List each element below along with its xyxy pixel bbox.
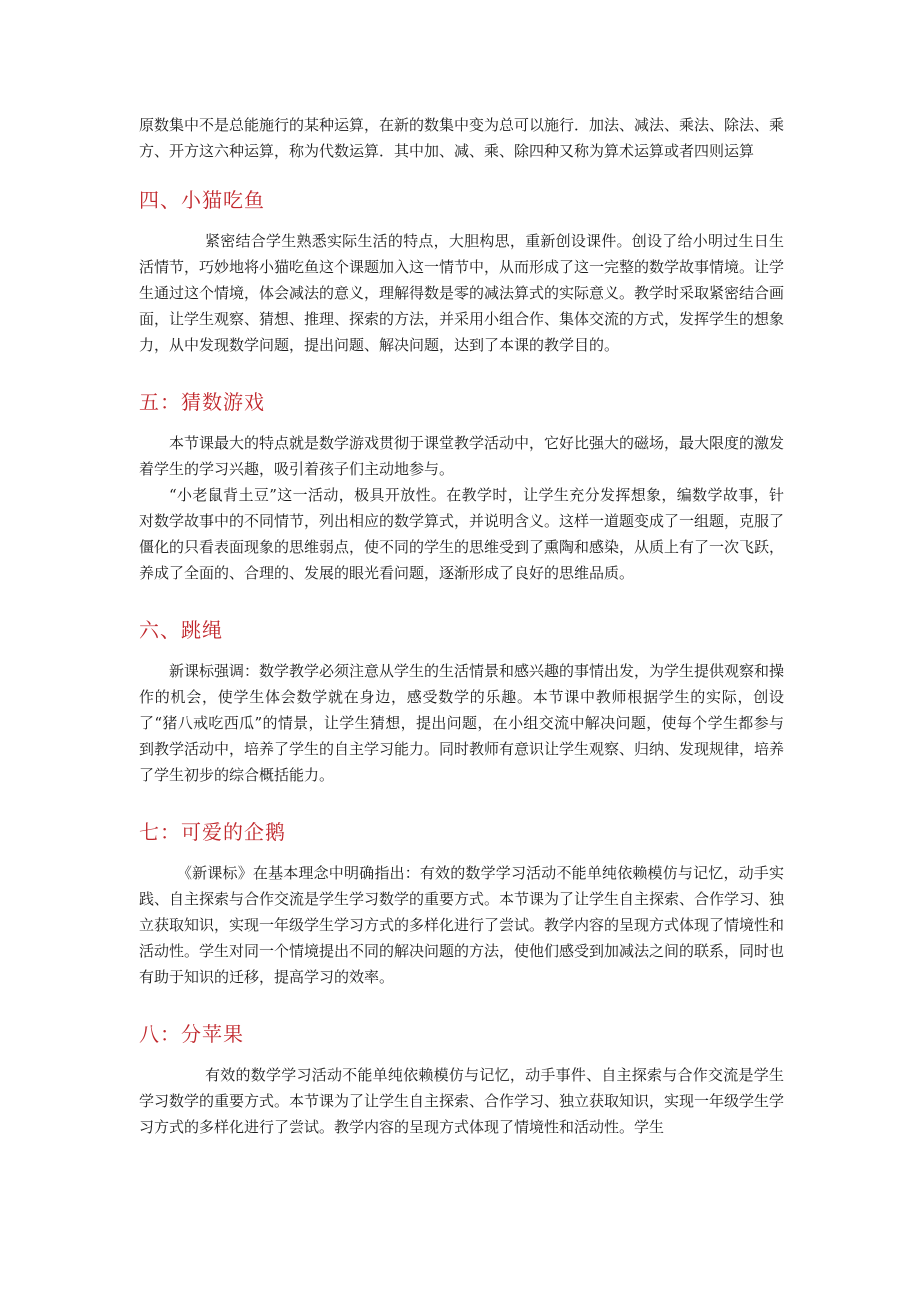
intro-paragraph: 原数集中不是总能施行的某种运算，在新的数集中变为总可以施行．加法、减法、乘法、除法、乘方、开方这六种运算，称为代数运算．其中加、减、乘、除四种又称为算术运算或者四则运算 (139, 116, 785, 160)
section-paragraph: 本节课最大的特点就是数学游戏贯彻于课堂教学活动中，它好比强大的磁场，最大限度的激发着学生的学习兴趣，吸引着孩子们主动地参与。 (139, 434, 785, 478)
section-paragraph: 有效的数学学习活动不能单纯依赖模仿与记忆，动手事件、自主探索与合作交流是学生学习数学的重要方式。本节课为了让学生自主探索、合作学习、独立获取知识，实现一年级学生学习方式的多样化进行了尝试。教学内容的呈现方式体现了情境性和活动性。学生 (139, 1066, 785, 1136)
section-paragraph: “小老鼠背土豆”这一活动，极具开放性。在教学时，让学生充分发挥想象，编数学故事，针对数学故事中的不同情节，列出相应的数学算式，并说明含义。这样一道题变成了一组题，克服了僵化的只看表面现象的思维弱点，使不同的学生的思维受到了熏陶和感染，从质上有了一次飞跃，养成了全面的、合理的、发展的眼光看问题，逐渐形成了良好的思维品质。 (139, 486, 785, 582)
section-paragraph: 新课标强调：数学教学必须注意从学生的生活情景和感兴趣的事情出发，为学生提供观察和操作的机会，使学生体会数学就在身边，感受数学的乐趣。本节课中教师根据学生的实际，创设了“猪八戒吃西瓜”的情景，让学生猜想，提出问题，在小组交流中解决问题，使每个学生都参与到教学活动中，培养了学生的自主学习能力。同时教师有意识让学生观察、归纳、发现规律，培养了学生初步的综合概括能力。 (139, 662, 785, 784)
section-heading-jump-rope: 六、跳绳 (139, 618, 223, 642)
section-heading-guess-number-game: 五：猜数游戏 (139, 390, 265, 414)
section-paragraph: 《新课标》在基本理念中明确指出：有效的数学学习活动不能单纯依赖模仿与记忆，动手实践、自主探索与合作交流是学生学习数学的重要方式。本节课为了让学生自主探索、合作学习、独立获取知识，实现一年级学生学习方式的多样化进行了尝试。教学内容的呈现方式体现了情境性和活动性。学生对同一个情境提出不同的解决问题的方法，使他们感受到加减法之间的联系，同时也有助于知识的迁移，提高学习的效率。 (139, 864, 785, 986)
section-heading-kitten-eats-fish: 四、小猫吃鱼 (139, 188, 265, 212)
section-heading-cute-penguin: 七：可爱的企鹅 (139, 820, 286, 844)
section-heading-sharing-apples: 八：分苹果 (139, 1022, 244, 1046)
section-paragraph: 紧密结合学生熟悉实际生活的特点，大胆构思，重新创设课件。创设了给小明过生日生活情节，巧妙地将小猫吃鱼这个课题加入这一情节中，从而形成了这一完整的数学故事情境。让学生通过这个情境，体会减法的意义，理解得数是零的减法算式的实际意义。教学时采取紧密结合画面，让学生观察、猜想、推理、探索的方法，并采用小组合作、集体交流的方式，发挥学生的想象力，从中发现数学问题，提出问题、解决问题，达到了本课的教学目的。 (139, 232, 785, 354)
document-page (139, 112, 784, 1140)
